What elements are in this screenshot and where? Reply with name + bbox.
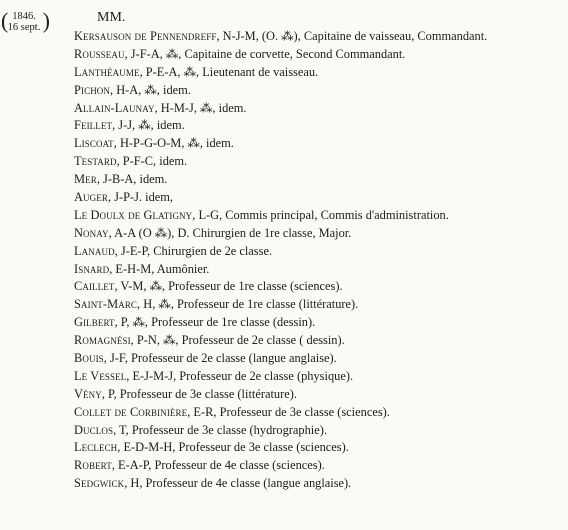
roster-entry — [74, 118, 562, 134]
roster-entry — [74, 244, 562, 260]
roster-entry — [74, 315, 562, 331]
person-name: Liscoat — [74, 136, 114, 151]
person-details: , A-A (O ⁂), D. Chirurgien de 1re classe, Major. — [108, 225, 352, 240]
date-year: 1846. — [12, 11, 36, 22]
roster-entry — [74, 440, 562, 456]
person-details: , J-P-J. idem, — [107, 190, 174, 205]
person-details: , H-A, ⁂, idem. — [110, 82, 191, 97]
person-details: , E-A-P, Professeur de 4e classe (sciences). — [111, 458, 325, 473]
person-details: , P, Professeur de 3e classe (littérature). — [101, 386, 297, 401]
roster-list — [74, 29, 562, 494]
roster-entry — [74, 172, 562, 188]
person-name: Le Doulx de Glatigny — [74, 207, 193, 222]
person-details: , H, Professeur de 4e classe (langue anglaise). — [124, 476, 352, 491]
roster-entry — [74, 65, 562, 81]
person-name: Lanaud — [74, 243, 115, 258]
person-name: Robert — [74, 458, 112, 473]
person-details: , E-J-M-J, Professeur de 2e classe (physique). — [126, 368, 354, 383]
roster-entry — [74, 83, 562, 99]
roster-entry — [74, 476, 562, 492]
person-name: Auger — [74, 190, 108, 205]
roster-entry — [74, 279, 562, 295]
person-name: Feillet — [74, 118, 113, 133]
person-details: , T, Professeur de 3e classe (hydrographie). — [113, 422, 327, 437]
margin-date — [1, 8, 50, 33]
roster-entry — [74, 226, 562, 242]
person-name: Allain-Launay — [74, 100, 155, 115]
person-name: Gilbert — [74, 315, 115, 330]
roster-entry — [74, 29, 562, 45]
person-details: , H-M-J, ⁂, idem. — [154, 100, 247, 115]
roster-entry — [74, 333, 562, 349]
person-name: Kersauson de Pennendreff — [74, 29, 217, 43]
roster-entry — [74, 458, 562, 474]
roster-entry — [74, 387, 562, 403]
person-details: , P-E-A, ⁂, Lieutenant de vaisseau. — [139, 64, 319, 79]
person-name: Isnard — [74, 261, 110, 276]
person-name: Collet de Corbinière — [74, 404, 188, 419]
roster-entry — [74, 369, 562, 385]
person-details: , J-J, ⁂, idem. — [112, 118, 185, 133]
roster-entry — [74, 101, 562, 117]
person-name: Mer — [74, 172, 97, 187]
roster-entry — [74, 297, 562, 313]
roster-entry — [74, 190, 562, 206]
person-details: , H, ⁂, Professeur de 1re classe (littérature). — [137, 297, 359, 312]
roster-entry — [74, 136, 562, 152]
person-details: , L-G, Commis principal, Commis d'administration. — [192, 207, 449, 222]
person-name: Romagnési — [74, 333, 131, 348]
person-details: , J-E-P, Chirurgien de 2e classe. — [114, 243, 273, 258]
person-name: Le Vessel — [74, 368, 127, 383]
person-details: , H-P-G-O-M, ⁂, idem. — [113, 136, 234, 151]
bracket-right: ) — [42, 8, 50, 33]
person-name: Rousseau — [74, 46, 125, 61]
person-name: Leclech — [74, 440, 118, 455]
person-details: , P-N, ⁂, Professeur de 2e classe ( dessin). — [130, 333, 345, 348]
person-details: , J-F, Professeur de 2e classe (langue anglaise). — [103, 351, 337, 366]
roster-entry — [74, 47, 562, 63]
person-details: , P-F-C, idem. — [116, 154, 188, 169]
person-name: Caillet — [74, 279, 115, 294]
person-details: , J-B-A, idem. — [96, 172, 168, 187]
person-details: , P, ⁂, Professeur de 1re classe (dessin). — [114, 315, 316, 330]
person-details: , E-H-M, Aumônier. — [109, 261, 210, 276]
date-day: 16 sept. — [7, 22, 41, 33]
person-name: Bouis — [74, 351, 104, 366]
roster-entry — [74, 351, 562, 367]
person-details: , E-D-M-H, Professeur de 3e classe (sciences). — [117, 440, 349, 455]
roster-entry — [74, 208, 562, 224]
roster-entry — [74, 262, 562, 278]
person-details: , E-R, Professeur de 3e classe (sciences). — [187, 404, 390, 419]
person-details: , V-M, ⁂, Professeur de 1re classe (sciences). — [114, 279, 343, 294]
person-details: , J-F-A, ⁂, Capitaine de corvette, Second Commandant. — [124, 46, 406, 61]
person-name: Lanthéaume — [74, 64, 140, 79]
person-name: Vény — [74, 386, 102, 401]
person-name: Testard — [74, 154, 117, 169]
roster-entry — [74, 154, 562, 170]
roster-entry — [74, 423, 562, 439]
person-name: Nonay — [74, 225, 109, 240]
bracket-left: ( — [1, 8, 9, 33]
person-name: Pichon — [74, 82, 110, 97]
person-name: Duclos — [74, 422, 114, 437]
person-details: , N-J-M, (O. ⁂), Capitaine de vaisseau, Commandant. — [216, 29, 488, 43]
roster-entry — [74, 405, 562, 421]
list-heading: MM. — [97, 10, 126, 25]
person-name: Sedgwick — [74, 476, 125, 491]
person-name: Saint-Marc — [74, 297, 138, 312]
